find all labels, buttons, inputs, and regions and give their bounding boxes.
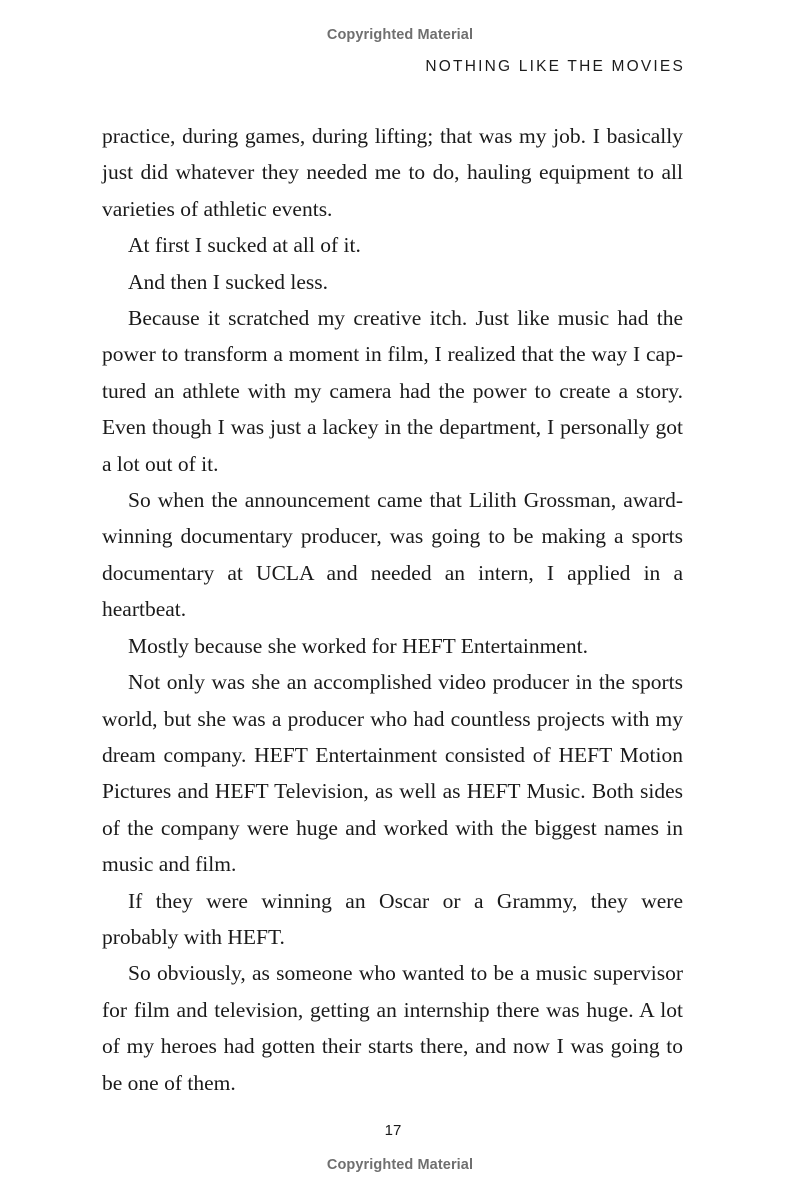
paragraph: Because it scratched my creative itch. Just like music had the power to transform a moment in film, I realized that the way I captured an athlete with my camera had the power to create a story. Even though I was just a lackey in the department, I personally got a lot out of it. xyxy=(102,306,683,476)
paragraph: Mostly because she worked for HEFT Entertainment. xyxy=(128,633,588,658)
paragraph: If they were winning an Oscar or a Grammy, they were probably with HEFT. xyxy=(102,888,683,949)
copyright-watermark-bottom: Copyrighted Material xyxy=(326,1157,474,1173)
running-head-title: NOTHING LIKE THE MOVIES xyxy=(425,58,685,75)
page-number: 17 xyxy=(384,1122,402,1139)
paragraph: Not only was she an accomplished video producer in the sports world, but she was a producer who had countless projects with my dream company. HEFT Entertainment consisted of HEFT Motion Pictures and HEFT Television, as well as HEFT Music. Both sides of the company were huge and worked with the biggest names in music and film. xyxy=(102,670,683,877)
paragraph: So when the announcement came that Lilith Grossman, award-winning documentary producer, was going to be making a sports documentary at UCLA and needed an intern, I applied in a heartbeat. xyxy=(102,488,683,622)
body-text xyxy=(102,118,683,1101)
copyright-watermark-top: Copyrighted Material xyxy=(326,27,474,43)
paragraph: practice, during games, during lifting; that was my job. I basically just did whatever they needed me to do, hauling equipment to all varieties of athletic events. xyxy=(102,124,683,221)
paragraph: At first I sucked at all of it. xyxy=(128,233,361,258)
paragraph: And then I sucked less. xyxy=(128,269,329,294)
paragraph: So obviously, as someone who wanted to be a music supervisor for film and television, getting an internship there was huge. A lot of my heroes had gotten their starts there, and now I was going to be one of them. xyxy=(102,961,683,1095)
